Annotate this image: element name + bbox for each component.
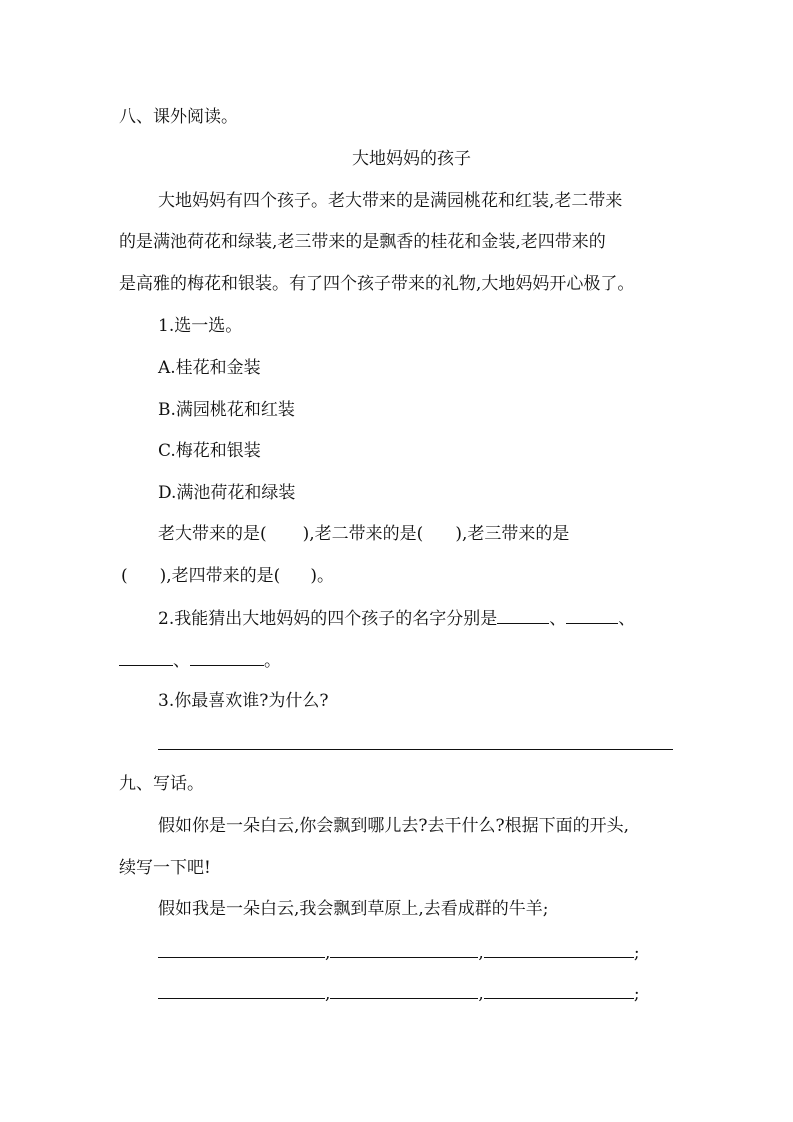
question-2-line-2	[119, 649, 281, 671]
comma: ,	[325, 984, 331, 1004]
option-d: D.满池荷花和绿装	[158, 483, 296, 503]
name-blank-1[interactable]	[497, 607, 549, 624]
writing-blank[interactable]	[484, 941, 634, 958]
name-blank-4[interactable]	[190, 649, 264, 666]
option-c: C.梅花和银装	[158, 441, 261, 461]
fill-text-second: ),老二带来的是(	[302, 524, 424, 544]
fill-text-open-paren: (	[121, 566, 128, 586]
question-1-prompt: 1.选一选。	[158, 316, 243, 336]
story-paragraph-line-1: 大地妈妈有四个孩子。老大带来的是满园桃花和红装,老二带来	[158, 191, 623, 211]
name-blank-3[interactable]	[119, 649, 173, 666]
separator: 、	[549, 609, 567, 629]
fill-text-fourth: ),老四带来的是(	[159, 566, 281, 586]
writing-starter-sentence: 假如我是一朵白云,我会飘到草原上,去看成群的牛羊;	[158, 899, 549, 919]
writing-instruction-line-1: 假如你是一朵白云,你会飘到哪儿去?去干什么?根据下面的开头,	[158, 816, 630, 836]
semicolon: ;	[633, 943, 640, 963]
question-1-fill-line-1	[158, 523, 569, 545]
question-3-prompt: 3.你最喜欢谁?为什么?	[158, 691, 329, 711]
option-b: B.满园桃花和红装	[158, 400, 295, 420]
semicolon: ;	[633, 984, 640, 1004]
writing-blank[interactable]	[484, 982, 634, 999]
separator: 、	[173, 651, 190, 671]
comma: ,	[478, 984, 484, 1004]
story-paragraph-line-3: 是高雅的梅花和银装。有了四个孩子带来的礼物,大地妈妈开心极了。	[119, 274, 635, 294]
writing-blank-row-1	[158, 941, 640, 963]
question-2-line-1	[158, 607, 635, 629]
writing-blank[interactable]	[330, 941, 478, 958]
question-1-fill-line-2	[121, 565, 334, 587]
fill-text-end: )。	[310, 566, 334, 586]
option-a: A.桂花和金装	[158, 358, 261, 378]
comma: ,	[478, 943, 484, 963]
writing-blank[interactable]	[330, 982, 478, 999]
fill-text-third: ),老三带来的是	[455, 524, 570, 544]
separator: 、	[618, 609, 636, 629]
period: 。	[264, 651, 281, 671]
comma: ,	[325, 943, 331, 963]
writing-blank-row-2	[158, 982, 640, 1004]
writing-blank[interactable]	[158, 982, 325, 999]
question-3-answer-line[interactable]	[158, 749, 673, 750]
section-9-heading: 九、写话。	[119, 774, 204, 794]
question-2-prompt: 2.我能猜出大地妈妈的四个孩子的名字分别是	[158, 609, 498, 629]
writing-blank[interactable]	[158, 941, 325, 958]
writing-instruction-line-2: 续写一下吧!	[119, 858, 211, 878]
name-blank-2[interactable]	[566, 607, 618, 624]
story-paragraph-line-2: 的是满池荷花和绿装,老三带来的是飘香的桂花和金装,老四带来的	[119, 232, 606, 252]
section-8-heading: 八、课外阅读。	[119, 107, 238, 127]
fill-text-eldest: 老大带来的是(	[158, 524, 267, 544]
story-title: 大地妈妈的孩子	[352, 149, 471, 169]
